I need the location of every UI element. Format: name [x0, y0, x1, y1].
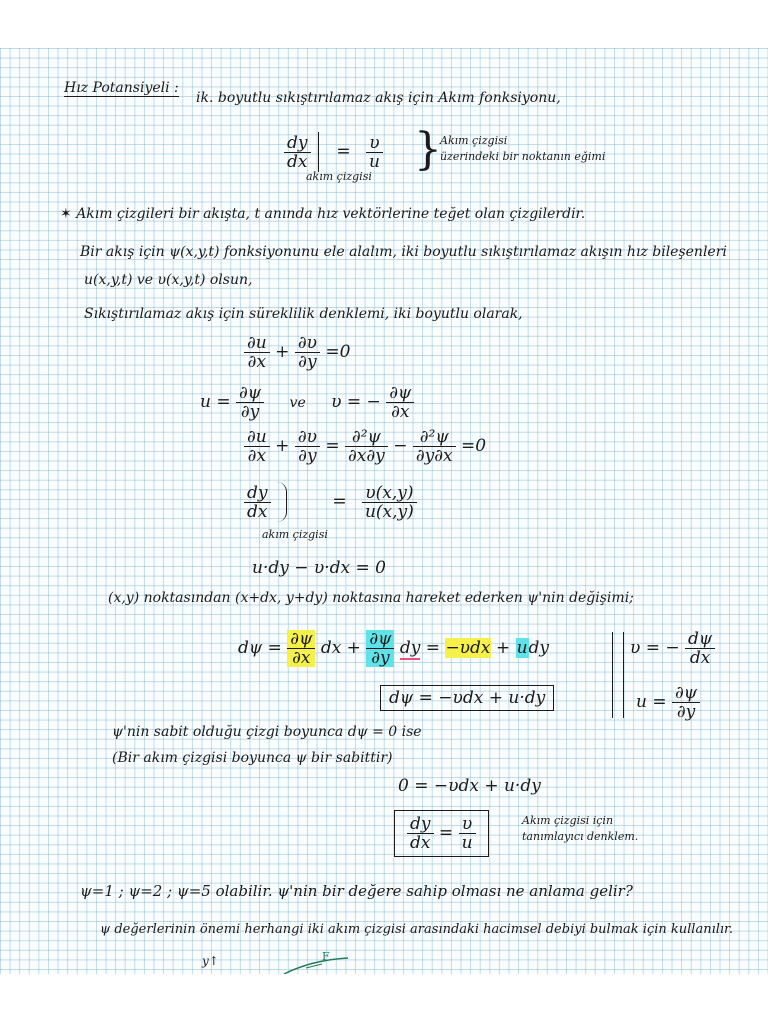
notebook-page [0, 48, 768, 974]
slope-note-2: üzerindeki bir noktanın eğimi [440, 150, 606, 163]
brace: } [414, 124, 442, 175]
streamline-sketch [282, 954, 352, 974]
velocity-definitions: u = $\frac{\partial\psi}{\partial y}$ ve υ = − $\frac{\partial\psi}{\partial x}$ [200, 384, 414, 421]
psi-importance: ψ değerlerinin önemi herhangi iki akım çizgisi arasındaki hacimsel debiyi bulmak için kullanılır. [100, 922, 733, 937]
bottom-axis-label: y↑ [202, 954, 219, 968]
para2: Sıkıştırılamaz akış için süreklilik denklemi, iki boyutlu olarak, [84, 306, 523, 322]
boxed-slope-note-2: tanımlayıcı denklem. [522, 830, 639, 843]
mixed-derivative-equation: $\frac{\partial u}{\partial x}$ + $\frac{\partial\upsilon}{\partial y}$ = $\frac{\text{∂²ψ}}{\partial x\partial y}$ − $\frac{\text{∂²ψ}}{\partial y\partial x}$ =0 [244, 428, 486, 465]
slope-note-1: Akım çizgisi [440, 134, 508, 147]
side-u-relation: u = $\frac{\partial\psi}{\partial y}$ [636, 684, 700, 721]
boxed-slope: $\frac{dy}{dx}$ = $\frac{\upsilon}{u}$ [394, 810, 489, 857]
page-title: Hız Potansiyeli : [64, 80, 179, 96]
para1-line2: u(x,y,t) ve υ(x,y,t) olsun, [84, 272, 253, 288]
change-text: (x,y) noktasından (x+dx, y+dy) noktasına hareket ederken ψ'nin değişimi; [108, 590, 634, 606]
side-divider [612, 632, 624, 718]
intro-text: ik. boyutlu sıkıştırılamaz akış için Akım fonksiyonu, [196, 90, 561, 106]
ratio-subscript: akım çizgisi [262, 528, 328, 541]
continuity-equation: $\frac{\partial u}{\partial x}$ + $\frac{\partial\upsilon}{\partial y}$ =0 [244, 334, 350, 371]
side-v-relation: υ = − $\frac{d\psi}{dx}$ [630, 630, 715, 667]
boxed-slope-note-1: Akım çizgisi için [522, 814, 614, 827]
slope-subscript: akım çizgisi [306, 170, 372, 183]
zero-equation: 0 = −υdx + u·dy [398, 776, 541, 796]
slope-equation: $\frac{dy}{dx}$ = $\frac{\upsilon}{u}$ [284, 132, 383, 172]
bullet-definition: ✶ Akım çizgileri bir akışta, t anında hız vektörlerine teğet olan çizgilerdir. [60, 206, 586, 222]
constant-line-2: (Bir akım çizgisi boyunca ψ bir sabittir) [112, 750, 393, 766]
para1-line1: Bir akış için ψ(x,y,t) fonksiyonunu ele alalım, iki boyutlu sıkıştırılamaz akışın hız bileşenleri [80, 244, 727, 260]
boxed-dpsi: dψ = −υdx + u·dy [380, 688, 554, 708]
streamline-ratio-equation: $\frac{dy}{dx}$ = $\frac{\upsilon(x,y)}{u(x,y)}$ [244, 482, 417, 522]
dpsi-expansion: dψ = $\frac{\partial\psi}{\partial x}$ dx + $\frac{\partial\psi}{\partial y}$ dy = −υdx + udy [238, 629, 550, 668]
sketch-label-f: F [322, 950, 330, 963]
psi-values-question: ψ=1 ; ψ=2 ; ψ=5 olabilir. ψ'nin bir değere sahip olması ne anlama gelir? [80, 882, 633, 900]
u-dy-equation: u·dy − υ·dx = 0 [252, 558, 386, 578]
constant-line-1: ψ'nin sabit olduğu çizgi boyunca dψ = 0 ise [112, 724, 422, 740]
